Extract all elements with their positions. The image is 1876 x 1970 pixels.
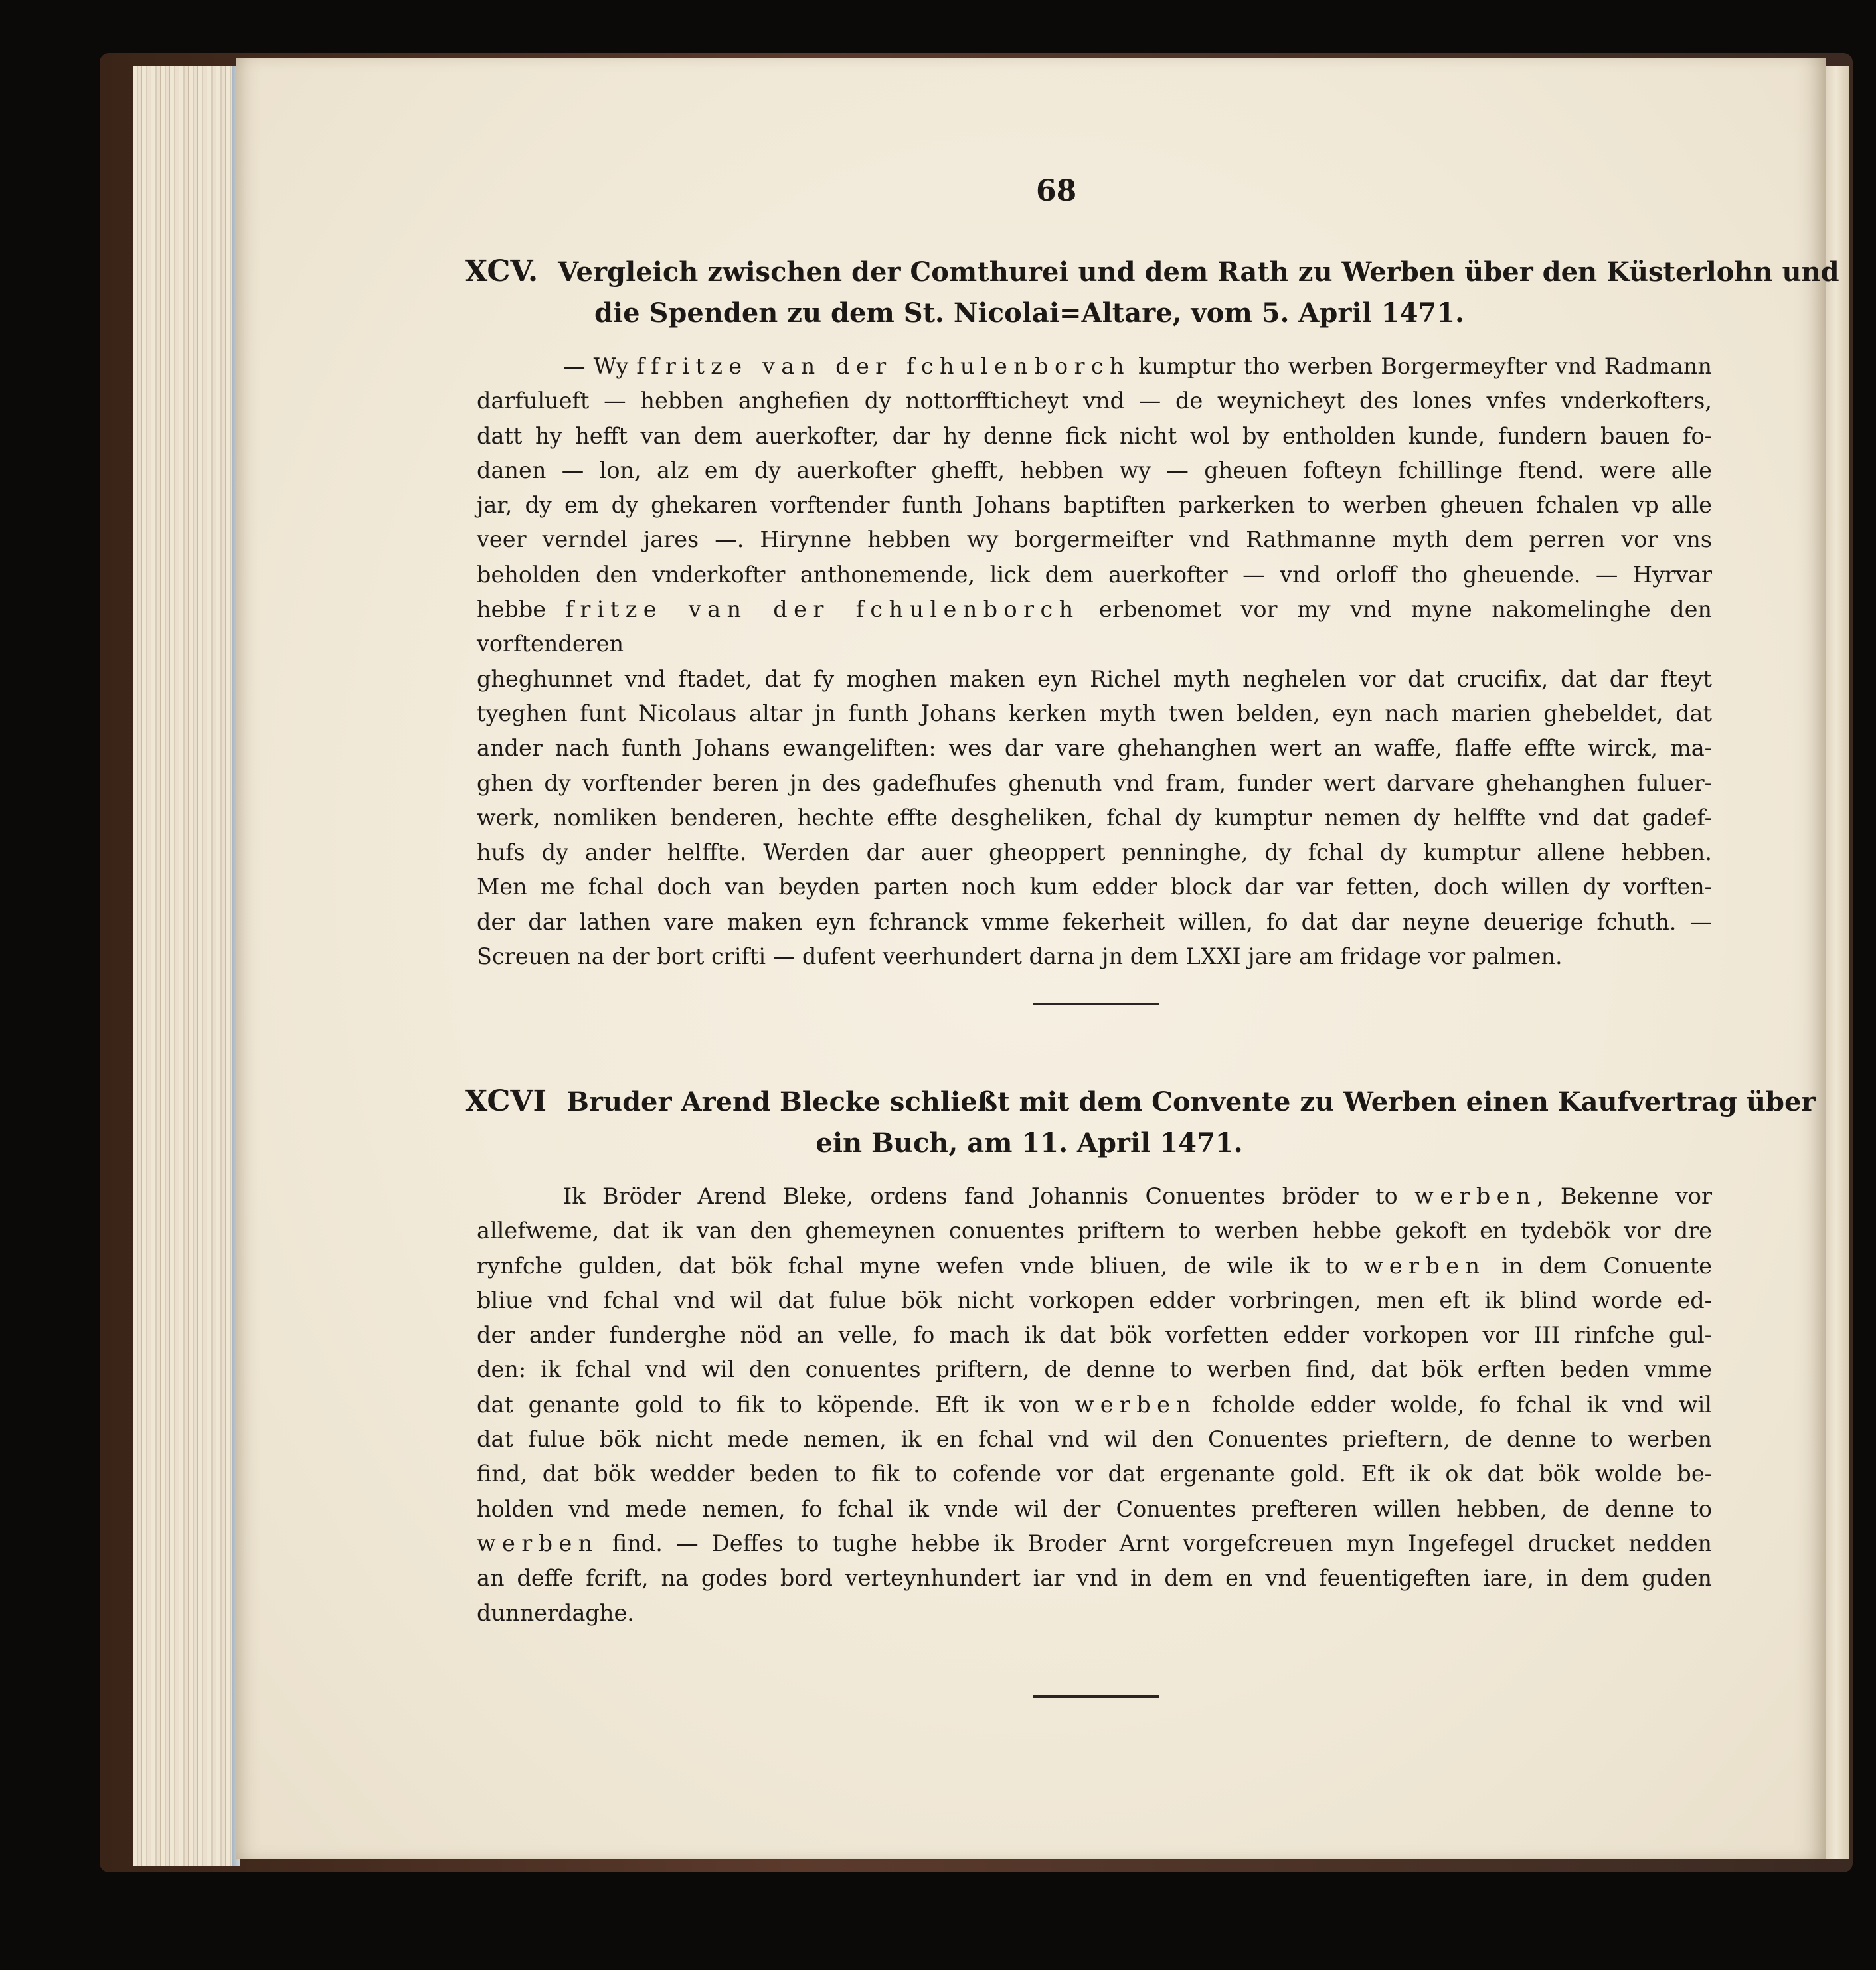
text-segment: der dar lathen vare maken eyn fchranck vmme fekerheit willen, fo dat dar neyne deuerige fchuth. — (477, 908, 1712, 935)
text-segment: Screuen na der bort crifti — dufent veerhundert darna jn dem LXXI jare am fridage vor palmen. (477, 944, 1563, 970)
text-segment: der ander funderghe nöd an velle, fo mach ik dat bök vorfetten edder vorkopen vor III rinfche gul- (477, 1322, 1712, 1349)
spaced-text: fritze van der fchulenborch (565, 596, 1080, 623)
text-line (477, 870, 1712, 904)
document-text-xcv (477, 349, 1712, 974)
text-line (477, 558, 1712, 592)
text-line (477, 1249, 1712, 1283)
text-line (477, 1353, 1712, 1387)
spaced-text: werben (477, 1530, 599, 1556)
text-segment: kumptur tho werben Borgermeyfter vnd Radmann (1130, 353, 1712, 379)
text-segment: — Wy (563, 353, 637, 379)
spaced-text: werben (1414, 1183, 1537, 1209)
text-segment: tyeghen funt Nicolaus altar jn funth Johans kerken myth twen belden, eyn nach marien ghebeldet, dat (477, 700, 1712, 726)
text-segment: werk, nomliken benderen, hechte effte desgheliken, fchal dy kumptur nemen dy helffte vnd dat gadef- (477, 804, 1712, 831)
page-edges (133, 66, 239, 1866)
text-segment: holden vnd mede nemen, fo fchal ik vnde wil der Conuentes prefteren willen hebben, de denne to (477, 1495, 1712, 1522)
text-segment: fcholde edder wolde, fo fchal ik vnd wil (1197, 1391, 1712, 1418)
document-text-xcvi (477, 1179, 1712, 1631)
text-segment: ghen dy vorftender beren jn des gadefhufes ghenuth vnd fram, funder wert darvare ghehanghen fuluer- (477, 770, 1712, 796)
text-line (477, 1457, 1712, 1491)
heading-title: Bruder Arend Blecke schließt mit dem Convente zu Werben einen Kaufvertrag über (566, 1086, 1816, 1117)
text-segment: Ik Bröder Arend Bleke, ordens fand Johannis Conuentes bröder to (563, 1183, 1415, 1209)
document-numeral: XCV. (465, 254, 539, 288)
text-line (477, 1388, 1712, 1422)
heading-line-1 (465, 251, 1839, 293)
document-heading-xcv (465, 251, 1839, 334)
heading-title: Vergleich zwischen der Comthurei und dem Rath zu Werben über den Küsterlohn und (558, 256, 1839, 287)
text-segment: dat genante gold to fik to köpende. Eft ik von (477, 1391, 1075, 1418)
text-line (477, 453, 1712, 488)
text-segment: beholden den vnderkofter anthonemende, lick dem auerkofter — vnd orloff tho gheuende. — Hyrvar (477, 561, 1712, 588)
text-segment: erbenomet vor my vnd myne nakomelinghe den vorftenderen (477, 596, 1712, 657)
text-segment: an deffe fcrift, na godes bord verteynhundert iar vnd in dem en vnd feuentigeften iare, in dem guden (477, 1565, 1712, 1592)
text-segment: hebbe (477, 596, 566, 623)
text-segment: bliue vnd fchal vnd wil dat fulue bök nicht vorkopen edder vorbringen, men eft ik blind worde ed- (477, 1287, 1712, 1313)
heading-line-2: die Spenden zu dem St. Nicolai=Altare, vom 5. April 1471. (594, 297, 1465, 329)
text-segment: , Bekenne vor (1536, 1183, 1712, 1209)
text-line (477, 801, 1712, 835)
text-line (477, 940, 1712, 974)
text-segment: find. — Deffes to tughe hebbe ik Broder Arnt vorgefcreuen myn Ingefegel drucket nedden (598, 1530, 1712, 1556)
page-number: 68 (1036, 174, 1077, 208)
section-divider (1033, 1003, 1159, 1005)
text-segment: ander nach funth Johans ewangeliften: wes dar vare ghehanghen wert an waffe, flaffe effte wirck, ma- (477, 735, 1712, 762)
text-segment: allefweme, dat ik van den ghemeynen conuentes priftern to werben hebbe gekoft en tydebök vor dre (477, 1218, 1712, 1244)
text-segment: Men me fchal doch van beyden parten noch kum edder block dar var fetten, doch willen dy vorften- (477, 874, 1712, 900)
text-line (477, 419, 1712, 453)
text-line (477, 523, 1712, 557)
text-segment: datt hy hefft van dem auerkofter, dar hy denne fick nicht wol by entholden kunde, fundern bauen fo- (477, 422, 1712, 449)
text-segment: darfulueft — hebben anghefien dy nottorfftichеyt vnd — de weynicheyt des lones vnfes vnderkofters, (477, 388, 1712, 414)
text-line (477, 488, 1712, 523)
text-line (477, 1526, 1712, 1561)
text-line (477, 384, 1712, 418)
text-segment: veer verndel jares —. Hirynne hebben wy borgermeifter vnd Rathmanne myth dem perren vor vns (477, 527, 1712, 553)
text-segment: danen — lon, alz em dy auerkofter ghefft, hebben wy — gheuen fofteyn fchillinge ftend. were alle (477, 457, 1712, 483)
document-heading-xcvi (465, 1081, 1816, 1164)
text-segment: rynfche gulden, dat bök fchal myne wefen vnde bliuen, de wile ik to (477, 1252, 1364, 1279)
spaced-text: werben (1363, 1252, 1486, 1279)
text-line (477, 349, 1712, 384)
text-line (477, 766, 1712, 801)
spaced-text: werben (1074, 1391, 1197, 1418)
text-line (477, 905, 1712, 940)
text-line (477, 1422, 1712, 1457)
text-line (477, 662, 1712, 697)
spaced-text: ffritze van der fchulenborch (636, 353, 1130, 379)
text-line (477, 731, 1712, 766)
text-segment: den: ik fchal vnd wil den conuentes priftern, de denne to werben find, dat bök erften beden vmme (477, 1356, 1712, 1383)
text-segment: dunnerdaghe. (477, 1600, 634, 1626)
text-line (477, 697, 1712, 731)
text-line (477, 1596, 1712, 1631)
section-divider (1033, 1695, 1159, 1698)
text-line (477, 1318, 1712, 1353)
text-segment: gheghunnet vnd ftadet, dat fy moghen maken eyn Richel myth neghelen vor dat crucifix, dat dar fteyt (477, 665, 1712, 692)
text-segment: dat fulue bök nicht mede nemen, ik en fchal vnd wil den Conuentes prieftern, de denne to werben (477, 1426, 1712, 1453)
text-line (477, 1179, 1712, 1214)
text-segment: find, dat bök wedder beden to fik to cofende vor dat ergenante gold. Eft ik ok dat bök wolde be- (477, 1461, 1712, 1487)
text-line (477, 1214, 1712, 1248)
heading-line-1 (465, 1081, 1816, 1123)
heading-line-2: ein Buch, am 11. April 1471. (815, 1127, 1243, 1159)
text-segment: hufs dy ander helffte. Werden dar auer gheoppert penninghe, dy fchal dy kumptur allene hebben. (477, 839, 1712, 866)
text-line (477, 592, 1712, 662)
text-line (477, 1561, 1712, 1596)
document-numeral: XCVI (465, 1084, 547, 1118)
text-line (477, 1492, 1712, 1526)
text-segment: in dem Conuente (1486, 1252, 1712, 1279)
text-line (477, 835, 1712, 870)
text-line (477, 1283, 1712, 1318)
text-segment: jar, dy em dy ghekaren vorftender funth Johans baptiften parkerken to werben gheuen fchalen vp alle (477, 492, 1712, 519)
